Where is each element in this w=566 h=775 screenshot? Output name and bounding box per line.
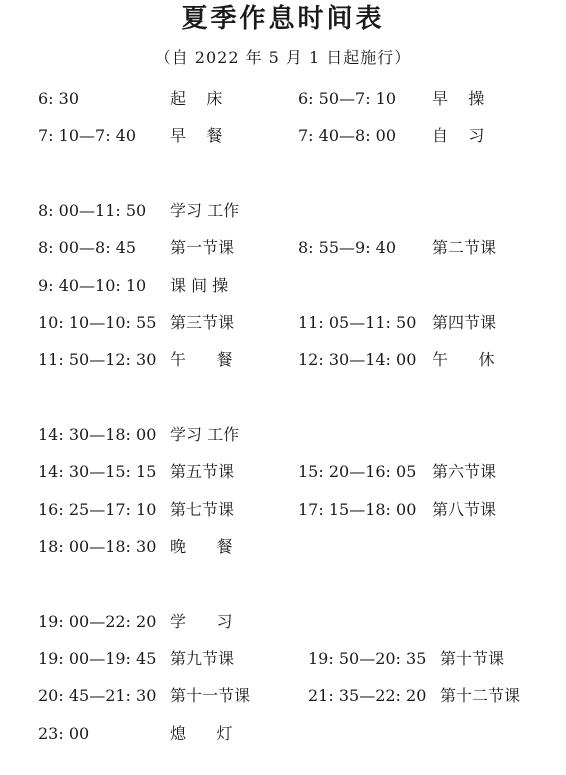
schedule-activity: 第五节课 <box>170 462 235 481</box>
schedule-time: 19: 50—20: 35 <box>308 649 427 668</box>
schedule-time: 11: 50—12: 30 <box>38 350 157 369</box>
schedule-time: 6: 50—7: 10 <box>298 89 397 108</box>
schedule-time: 8: 55—9: 40 <box>298 238 397 257</box>
schedule-activity: 午 休 <box>432 350 495 369</box>
schedule-time: 9: 40—10: 10 <box>38 276 147 295</box>
schedule-time: 18: 00—18: 30 <box>38 537 157 556</box>
schedule-activity: 晚 餐 <box>170 537 233 556</box>
schedule-time: 12: 30—14: 00 <box>298 350 417 369</box>
schedule-time: 8: 00—8: 45 <box>38 238 137 257</box>
page-subtitle: （自 2022 年 5 月 1 日起施行） <box>154 48 412 67</box>
schedule-time: 19: 00—19: 45 <box>38 649 157 668</box>
schedule-activity: 熄 灯 <box>170 724 233 743</box>
schedule-time: 19: 00—22: 20 <box>38 612 157 631</box>
schedule-activity: 第六节课 <box>432 462 497 481</box>
schedule-activity: 第八节课 <box>432 500 497 519</box>
schedule-time: 7: 40—8: 00 <box>298 126 397 145</box>
schedule-activity: 午 餐 <box>170 350 233 369</box>
schedule-time: 10: 10—10: 55 <box>38 313 157 332</box>
schedule-activity: 第七节课 <box>170 500 235 519</box>
schedule-activity: 第一节课 <box>170 238 235 257</box>
schedule-time: 23: 00 <box>38 724 90 743</box>
schedule-activity: 起 床 <box>170 89 223 108</box>
schedule-activity: 第十二节课 <box>440 686 521 705</box>
schedule-activity: 自 习 <box>432 126 485 145</box>
schedule-time: 21: 35—22: 20 <box>308 686 427 705</box>
schedule-time: 20: 45—21: 30 <box>38 686 157 705</box>
schedule-time: 8: 00—11: 50 <box>38 201 147 220</box>
schedule-time: 17: 15—18: 00 <box>298 500 417 519</box>
page-title: 夏季作息时间表 <box>181 4 385 34</box>
schedule-activity: 早 操 <box>432 89 485 108</box>
schedule-activity: 第三节课 <box>170 313 235 332</box>
schedule-time: 6: 30 <box>38 89 80 108</box>
schedule-activity: 学习 工作 <box>170 425 240 444</box>
schedule-time: 14: 30—15: 15 <box>38 462 157 481</box>
schedule-activity: 第十节课 <box>440 649 505 668</box>
schedule-time: 15: 20—16: 05 <box>298 462 417 481</box>
schedule-activity: 第二节课 <box>432 238 497 257</box>
schedule-time: 16: 25—17: 10 <box>38 500 157 519</box>
schedule-activity: 学 习 <box>170 612 233 631</box>
schedule-activity: 第四节课 <box>432 313 497 332</box>
schedule-activity: 学习 工作 <box>170 201 240 220</box>
schedule-time: 7: 10—7: 40 <box>38 126 137 145</box>
schedule-activity: 早 餐 <box>170 126 223 145</box>
schedule-time: 11: 05—11: 50 <box>298 313 417 332</box>
schedule-activity: 课 间 操 <box>170 276 229 295</box>
schedule-activity: 第九节课 <box>170 649 235 668</box>
schedule-time: 14: 30—18: 00 <box>38 425 157 444</box>
schedule-activity: 第十一节课 <box>170 686 251 705</box>
